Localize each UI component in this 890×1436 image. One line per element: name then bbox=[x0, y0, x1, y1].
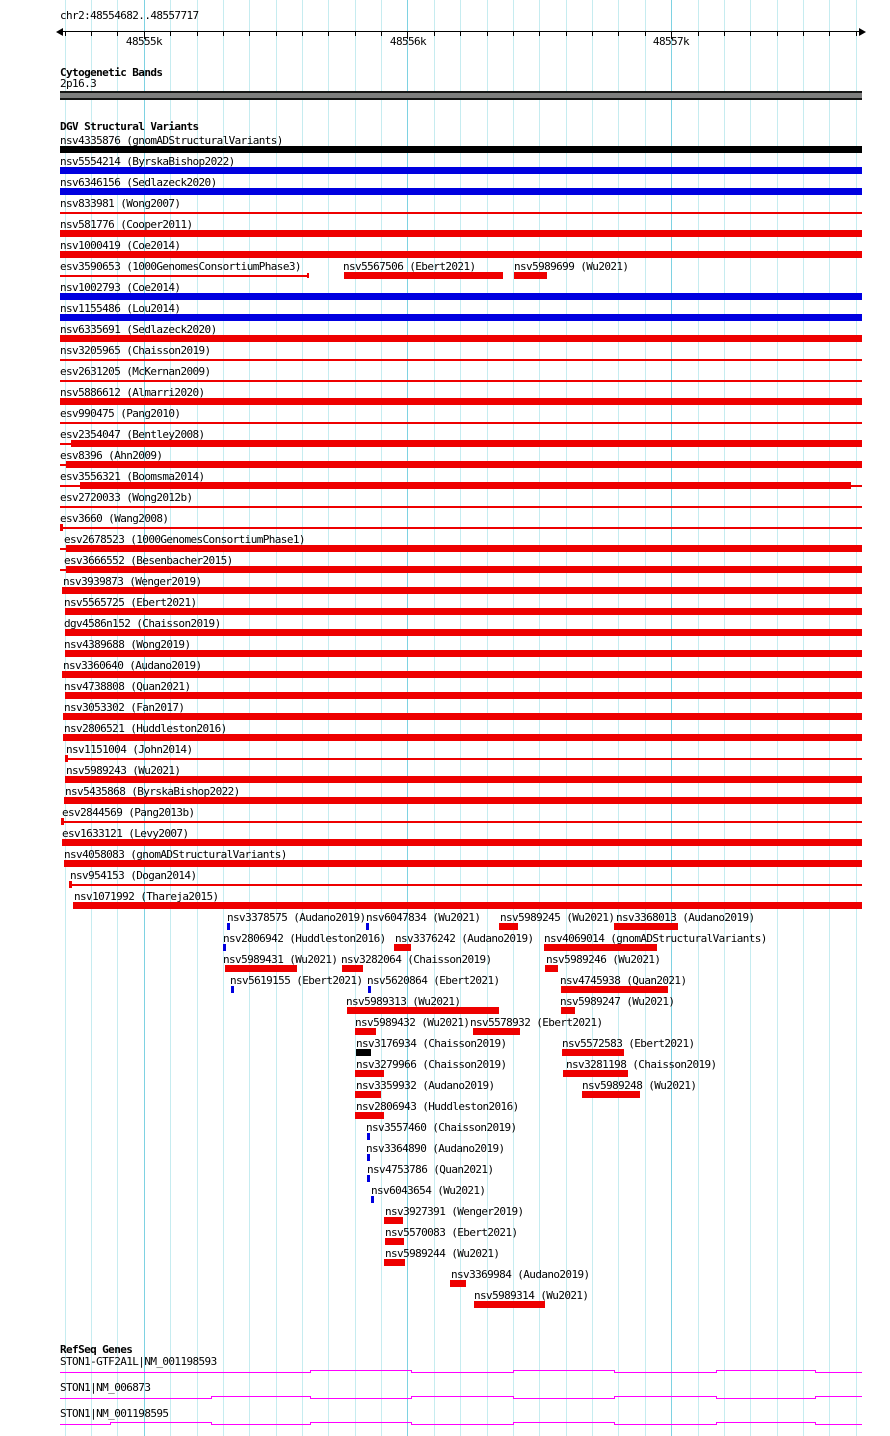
variant-label[interactable]: nsv5565725 (Ebert2021) bbox=[64, 596, 197, 609]
transcript-line-joint bbox=[614, 1396, 615, 1399]
variant-label[interactable]: nsv5989431 (Wu2021) bbox=[223, 953, 338, 966]
variant-bar[interactable] bbox=[60, 380, 862, 382]
transcript-label[interactable]: STON1|NM_006873 bbox=[60, 1381, 151, 1394]
transcript-line-joint bbox=[211, 1422, 212, 1425]
ruler-tick bbox=[117, 31, 118, 36]
variant-bar[interactable] bbox=[514, 272, 547, 279]
variant-label[interactable]: nsv2806943 (Huddleston2016) bbox=[356, 1100, 519, 1113]
variant-bar[interactable] bbox=[344, 272, 503, 279]
variant-bar[interactable] bbox=[60, 167, 862, 174]
variant-label[interactable]: nsv3369984 (Audano2019) bbox=[451, 1268, 590, 1281]
transcript-line-joint bbox=[614, 1422, 615, 1425]
transcript-line-joint bbox=[614, 1370, 615, 1373]
transcript-line[interactable] bbox=[815, 1372, 862, 1373]
transcript-line-joint bbox=[513, 1396, 514, 1399]
ruler-tick bbox=[381, 31, 382, 36]
transcript-line[interactable] bbox=[211, 1424, 310, 1425]
variant-bar[interactable] bbox=[499, 923, 518, 930]
variant-label[interactable]: nsv3279966 (Chaisson2019) bbox=[356, 1058, 507, 1071]
variant-bar[interactable] bbox=[355, 1112, 384, 1119]
ruler-tick bbox=[777, 31, 778, 36]
ruler-tick bbox=[698, 31, 699, 36]
transcript-line[interactable] bbox=[716, 1398, 815, 1399]
ruler-tick bbox=[803, 31, 804, 36]
region-label: chr2:48554682..48557717 bbox=[60, 9, 199, 22]
variant-bar[interactable] bbox=[355, 1091, 381, 1098]
transcript-line[interactable] bbox=[310, 1370, 411, 1371]
variant-bar[interactable] bbox=[366, 923, 369, 930]
transcript-line[interactable] bbox=[815, 1424, 862, 1425]
variant-bar[interactable] bbox=[62, 839, 862, 846]
variant-bar[interactable] bbox=[65, 692, 862, 699]
transcript-line-joint bbox=[211, 1396, 212, 1399]
transcript-label[interactable]: STON1-GTF2A1L|NM_001198593 bbox=[60, 1355, 217, 1368]
variant-bar[interactable] bbox=[355, 1070, 384, 1077]
variant-label[interactable]: nsv6043654 (Wu2021) bbox=[371, 1184, 486, 1197]
variant-bar[interactable] bbox=[473, 1028, 520, 1035]
variant-bar[interactable] bbox=[64, 821, 862, 823]
variant-label[interactable]: nsv3360640 (Audano2019) bbox=[63, 659, 202, 672]
ruler-tick bbox=[91, 31, 92, 36]
transcript-line[interactable] bbox=[211, 1396, 310, 1397]
variant-label[interactable]: nsv3282064 (Chaisson2019) bbox=[341, 953, 492, 966]
variant-bar[interactable] bbox=[614, 923, 678, 930]
ruler-tick bbox=[829, 31, 830, 36]
variant-label[interactable]: nsv1071992 (Thareja2015) bbox=[74, 890, 219, 903]
variant-label[interactable]: nsv4738808 (Quan2021) bbox=[64, 680, 191, 693]
transcript-line[interactable] bbox=[60, 1424, 110, 1425]
variant-bar[interactable] bbox=[307, 273, 309, 278]
variant-bar[interactable] bbox=[368, 986, 371, 993]
transcript-line-joint bbox=[716, 1422, 717, 1425]
variant-label[interactable]: nsv3368013 (Audano2019) bbox=[616, 911, 755, 924]
variant-label[interactable]: nsv5989244 (Wu2021) bbox=[385, 1247, 500, 1260]
transcript-line[interactable] bbox=[411, 1424, 513, 1425]
transcript-line-joint bbox=[513, 1422, 514, 1425]
variant-bar[interactable] bbox=[60, 212, 862, 214]
variant-bar[interactable] bbox=[356, 1049, 371, 1056]
variant-bar[interactable] bbox=[64, 860, 862, 867]
variant-label[interactable]: nsv5989245 (Wu2021) bbox=[500, 911, 615, 924]
transcript-line[interactable] bbox=[513, 1398, 614, 1399]
ruler-tick bbox=[856, 31, 857, 36]
variant-bar[interactable] bbox=[64, 797, 862, 804]
ruler-tick bbox=[249, 31, 250, 36]
variant-bar[interactable] bbox=[66, 566, 862, 573]
ruler-tick bbox=[460, 31, 461, 36]
transcript-line-joint bbox=[411, 1422, 412, 1425]
variant-bar[interactable] bbox=[60, 443, 71, 445]
ruler-tick bbox=[302, 31, 303, 36]
variant-bar[interactable] bbox=[72, 884, 862, 886]
variant-label[interactable]: esv3660 (Wang2008) bbox=[60, 512, 169, 525]
variant-label[interactable]: nsv5435868 (ByrskaBishop2022) bbox=[65, 785, 240, 798]
variant-bar[interactable] bbox=[60, 485, 80, 487]
transcript-line-joint bbox=[815, 1396, 816, 1399]
ruler-tick bbox=[513, 31, 514, 36]
variant-label[interactable]: nsv5989313 (Wu2021) bbox=[346, 995, 461, 1008]
variant-bar[interactable] bbox=[66, 461, 862, 468]
variant-bar[interactable] bbox=[223, 944, 226, 951]
ruler-tick bbox=[750, 31, 751, 36]
variant-label[interactable]: esv2720033 (Wong2012b) bbox=[60, 491, 193, 504]
variant-label[interactable]: nsv3557460 (Chaisson2019) bbox=[366, 1121, 517, 1134]
variant-label[interactable]: nsv6335691 (Sedlazeck2020) bbox=[60, 323, 217, 336]
variant-bar[interactable] bbox=[60, 230, 862, 237]
transcript-line-joint bbox=[513, 1370, 514, 1373]
ruler-left-arrow bbox=[56, 28, 63, 36]
variant-bar[interactable] bbox=[342, 965, 363, 972]
variant-label[interactable]: nsv5989699 (Wu2021) bbox=[514, 260, 629, 273]
variant-label[interactable]: nsv581776 (Cooper2011) bbox=[60, 218, 193, 231]
variant-label[interactable]: nsv5989314 (Wu2021) bbox=[474, 1289, 589, 1302]
variant-bar[interactable] bbox=[68, 758, 862, 760]
variant-bar[interactable] bbox=[474, 1301, 545, 1308]
variant-bar[interactable] bbox=[384, 1259, 405, 1266]
variant-bar[interactable] bbox=[60, 359, 862, 361]
variant-bar[interactable] bbox=[65, 650, 862, 657]
variant-label[interactable]: nsv6346156 (Sedlazeck2020) bbox=[60, 176, 217, 189]
variant-label[interactable]: dgv4586n152 (Chaisson2019) bbox=[64, 617, 221, 630]
variant-label[interactable]: nsv5578932 (Ebert2021) bbox=[470, 1016, 603, 1029]
transcript-line-joint bbox=[310, 1396, 311, 1399]
variant-label[interactable]: nsv5570083 (Ebert2021) bbox=[385, 1226, 518, 1239]
variant-label[interactable]: nsv5554214 (ByrskaBishop2022) bbox=[60, 155, 235, 168]
variant-label[interactable]: nsv5567506 (Ebert2021) bbox=[343, 260, 476, 273]
ruler-tick bbox=[645, 31, 646, 36]
variant-label[interactable]: nsv5572583 (Ebert2021) bbox=[562, 1037, 695, 1050]
variant-label[interactable]: nsv2806521 (Huddleston2016) bbox=[64, 722, 227, 735]
transcript-line[interactable] bbox=[815, 1396, 862, 1397]
variant-bar[interactable] bbox=[367, 1154, 370, 1161]
variant-label[interactable]: esv2631205 (McKernan2009) bbox=[60, 365, 211, 378]
ruler-tick bbox=[355, 31, 356, 36]
variant-bar[interactable] bbox=[562, 1049, 624, 1056]
variant-bar[interactable] bbox=[60, 146, 862, 153]
variant-label[interactable]: nsv4753786 (Quan2021) bbox=[367, 1163, 494, 1176]
variant-label[interactable]: nsv4058083 (gnomADStructuralVariants) bbox=[64, 848, 287, 861]
variant-bar[interactable] bbox=[65, 608, 862, 615]
variant-bar[interactable] bbox=[563, 1070, 628, 1077]
variant-bar[interactable] bbox=[60, 398, 862, 405]
variant-bar[interactable] bbox=[60, 188, 862, 195]
variant-label[interactable]: nsv4745938 (Quan2021) bbox=[560, 974, 687, 987]
variant-bar[interactable] bbox=[60, 506, 862, 508]
variant-bar[interactable] bbox=[65, 629, 862, 636]
ruler-right-arrow bbox=[859, 28, 866, 36]
variant-label[interactable]: nsv3053302 (Fan2017) bbox=[64, 701, 185, 714]
ruler-tick-label: 48557k bbox=[652, 35, 690, 48]
variant-bar[interactable] bbox=[384, 1217, 403, 1224]
transcript-line[interactable] bbox=[513, 1422, 614, 1423]
ruler-tick bbox=[539, 31, 540, 36]
variant-label[interactable]: nsv4389688 (Wong2019) bbox=[64, 638, 191, 651]
variant-label[interactable]: esv8396 (Ahn2009) bbox=[60, 449, 163, 462]
variant-label[interactable]: esv1633121 (Levy2007) bbox=[62, 827, 189, 840]
transcript-line[interactable] bbox=[411, 1396, 513, 1397]
transcript-label[interactable]: STON1|NM_001198595 bbox=[60, 1407, 169, 1420]
variant-label[interactable]: nsv5619155 (Ebert2021) bbox=[230, 974, 363, 987]
variant-label[interactable]: nsv1002793 (Coe2014) bbox=[60, 281, 181, 294]
variant-label[interactable]: nsv4069014 (gnomADStructuralVariants) bbox=[544, 932, 767, 945]
variant-bar[interactable] bbox=[60, 293, 862, 300]
cytoband-heading: Cytogenetic Bands bbox=[60, 66, 163, 79]
variant-label[interactable]: nsv5989432 (Wu2021) bbox=[355, 1016, 470, 1029]
variant-label[interactable]: nsv833981 (Wong2007) bbox=[60, 197, 181, 210]
variant-bar[interactable] bbox=[60, 275, 307, 277]
variant-label[interactable]: esv2354047 (Bentley2008) bbox=[60, 428, 205, 441]
variant-bar[interactable] bbox=[73, 902, 862, 909]
variant-label[interactable]: nsv3205965 (Chaisson2019) bbox=[60, 344, 211, 357]
variant-bar[interactable] bbox=[367, 1133, 370, 1140]
transcript-line-joint bbox=[716, 1370, 717, 1373]
transcript-line-joint bbox=[110, 1422, 111, 1425]
variant-label[interactable]: nsv3359932 (Audano2019) bbox=[356, 1079, 495, 1092]
transcript-line[interactable] bbox=[110, 1422, 211, 1423]
transcript-line[interactable] bbox=[310, 1398, 411, 1399]
ruler-tick bbox=[566, 31, 567, 36]
variant-label[interactable]: nsv5989247 (Wu2021) bbox=[560, 995, 675, 1008]
transcript-line[interactable] bbox=[716, 1422, 815, 1423]
variant-bar[interactable] bbox=[60, 314, 862, 321]
variant-bar[interactable] bbox=[355, 1028, 376, 1035]
transcript-line[interactable] bbox=[310, 1422, 411, 1423]
transcript-line[interactable] bbox=[716, 1370, 815, 1371]
cytoband-name: 2p16.3 bbox=[60, 77, 97, 90]
variant-label[interactable]: nsv5989246 (Wu2021) bbox=[546, 953, 661, 966]
ruler-tick bbox=[65, 31, 66, 36]
variant-bar[interactable] bbox=[367, 1175, 370, 1182]
variant-label[interactable]: esv3590653 (1000GenomesConsortiumPhase3) bbox=[60, 260, 301, 273]
transcript-line[interactable] bbox=[60, 1372, 310, 1373]
ruler-tick-label: 48555k bbox=[125, 35, 163, 48]
variant-label[interactable]: esv990475 (Pang2010) bbox=[60, 407, 181, 420]
variant-bar[interactable] bbox=[62, 587, 862, 594]
variant-bar[interactable] bbox=[561, 1007, 575, 1014]
variant-bar[interactable] bbox=[561, 986, 668, 993]
variant-bar[interactable] bbox=[225, 965, 297, 972]
variant-bar[interactable] bbox=[71, 440, 862, 447]
ruler-tick bbox=[434, 31, 435, 36]
ruler-tick bbox=[197, 31, 198, 36]
transcript-line[interactable] bbox=[513, 1370, 614, 1371]
variant-label[interactable]: nsv4335876 (gnomADStructuralVariants) bbox=[60, 134, 283, 147]
dgv-heading: DGV Structural Variants bbox=[60, 120, 199, 133]
variant-bar[interactable] bbox=[544, 944, 657, 951]
transcript-line[interactable] bbox=[614, 1372, 716, 1373]
ruler-tick bbox=[618, 31, 619, 36]
transcript-line-joint bbox=[310, 1370, 311, 1373]
variant-label[interactable]: nsv5989243 (Wu2021) bbox=[66, 764, 181, 777]
variant-bar[interactable] bbox=[66, 545, 862, 552]
variant-label[interactable]: nsv1151004 (John2014) bbox=[66, 743, 193, 756]
variant-bar[interactable] bbox=[450, 1280, 466, 1287]
variant-label[interactable]: nsv3176934 (Chaisson2019) bbox=[356, 1037, 507, 1050]
ruler-tick bbox=[724, 31, 725, 36]
variant-bar[interactable] bbox=[63, 734, 862, 741]
ruler-tick bbox=[170, 31, 171, 36]
transcript-line[interactable] bbox=[411, 1372, 513, 1373]
transcript-line-joint bbox=[310, 1422, 311, 1425]
transcript-line-joint bbox=[716, 1396, 717, 1399]
variant-label[interactable]: nsv3281198 (Chaisson2019) bbox=[566, 1058, 717, 1071]
ruler-tick bbox=[276, 31, 277, 36]
variant-label[interactable]: nsv3378575 (Audano2019) bbox=[227, 911, 366, 924]
cytoband-bar[interactable] bbox=[60, 91, 862, 100]
variant-label[interactable]: esv2844569 (Pang2013b) bbox=[62, 806, 195, 819]
variant-bar[interactable] bbox=[231, 986, 234, 993]
variant-bar[interactable] bbox=[347, 1007, 499, 1014]
variant-label[interactable]: nsv954153 (Dogan2014) bbox=[70, 869, 197, 882]
variant-bar[interactable] bbox=[63, 713, 862, 720]
ruler-tick bbox=[592, 31, 593, 36]
transcript-line-joint bbox=[411, 1396, 412, 1399]
variant-label[interactable]: nsv2806942 (Huddleston2016) bbox=[223, 932, 386, 945]
variant-bar[interactable] bbox=[385, 1238, 404, 1245]
ruler-tick bbox=[328, 31, 329, 36]
variant-bar[interactable] bbox=[63, 527, 862, 529]
variant-label[interactable]: esv2678523 (1000GenomesConsortiumPhase1) bbox=[64, 533, 305, 546]
variant-bar[interactable] bbox=[851, 485, 862, 487]
transcript-line[interactable] bbox=[614, 1396, 716, 1397]
variant-label[interactable]: nsv3376242 (Audano2019) bbox=[395, 932, 534, 945]
variant-bar[interactable] bbox=[60, 335, 862, 342]
variant-label[interactable]: esv3556321 (Boomsma2014) bbox=[60, 470, 205, 483]
variant-label[interactable]: nsv1000419 (Coe2014) bbox=[60, 239, 181, 252]
transcript-line[interactable] bbox=[60, 1398, 211, 1399]
variant-label[interactable]: nsv5886612 (Almarri2020) bbox=[60, 386, 205, 399]
variant-bar[interactable] bbox=[394, 944, 411, 951]
transcript-line-joint bbox=[815, 1422, 816, 1425]
variant-label[interactable]: nsv1155486 (Lou2014) bbox=[60, 302, 181, 315]
variant-bar[interactable] bbox=[65, 776, 862, 783]
variant-bar[interactable] bbox=[582, 1091, 640, 1098]
variant-label[interactable]: nsv3939873 (Wenger2019) bbox=[63, 575, 202, 588]
variant-bar[interactable] bbox=[60, 251, 862, 258]
ruler-tick bbox=[487, 31, 488, 36]
variant-label[interactable]: esv3666552 (Besenbacher2015) bbox=[64, 554, 233, 567]
variant-bar[interactable] bbox=[371, 1196, 374, 1203]
variant-bar[interactable] bbox=[80, 482, 851, 489]
transcript-line[interactable] bbox=[614, 1424, 716, 1425]
variant-label[interactable]: nsv5989248 (Wu2021) bbox=[582, 1079, 697, 1092]
transcript-line-joint bbox=[411, 1370, 412, 1373]
refseq-heading: RefSeq Genes bbox=[60, 1343, 133, 1356]
variant-bar[interactable] bbox=[60, 422, 862, 424]
variant-bar[interactable] bbox=[227, 923, 230, 930]
transcript-line-joint bbox=[815, 1370, 816, 1373]
variant-label[interactable]: nsv3364890 (Audano2019) bbox=[366, 1142, 505, 1155]
ruler-tick bbox=[223, 31, 224, 36]
ruler-tick-label: 48556k bbox=[389, 35, 427, 48]
variant-label[interactable]: nsv5620864 (Ebert2021) bbox=[367, 974, 500, 987]
variant-label[interactable]: nsv6047834 (Wu2021) bbox=[366, 911, 481, 924]
variant-bar[interactable] bbox=[545, 965, 558, 972]
variant-label[interactable]: nsv3927391 (Wenger2019) bbox=[385, 1205, 524, 1218]
variant-bar[interactable] bbox=[62, 671, 862, 678]
